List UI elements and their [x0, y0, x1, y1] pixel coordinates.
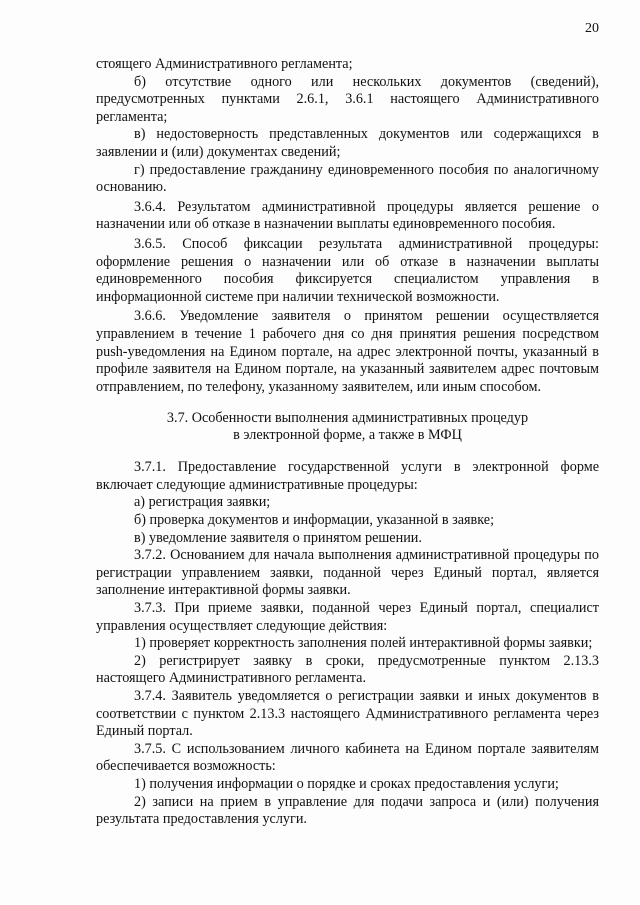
document-body — [96, 56, 599, 829]
paragraph: б) отсутствие одного или нескольких документов (сведений), предусмотренных пунктами 2.6.1, 3.6.1 настоящего Административного регламента; — [96, 73, 599, 125]
list-item: 2) регистрирует заявку в сроки, предусмотренные пунктом 2.13.3 настоящего Административного регламента. — [96, 652, 599, 687]
section-3-6-continuation — [96, 56, 599, 396]
section-heading-line: в электронной форме, а также в МФЦ — [233, 426, 462, 443]
paragraph: стоящего Административного регламента; — [96, 56, 353, 72]
list-item: 1) проверяет корректность заполнения полей интерактивной формы заявки; — [134, 635, 593, 652]
paragraph: в) недостоверность представленных документов или содержащихся в заявлении и (или) документах сведений; — [96, 126, 599, 160]
section-heading-line: 3.7. Особенности выполнения административных процедур — [166, 410, 529, 427]
list-item: 2) записи на прием в управление для подачи запроса и (или) получения результата предоставления услуги. — [96, 793, 599, 828]
list-item: 1) получения информации о порядке и сроках предоставления услуги; — [134, 775, 559, 792]
paragraph: 3.6.4. Результатом административной процедуры является решение о назначении или об отказе в назначении выплаты единовременного пособия. — [96, 198, 599, 233]
paragraph: 3.6.6. Уведомление заявителя о принятом решении осуществляется управлением в течение 1 рабочего дня со дня принятия решения посредством push-уведомления на Едином портале, на адрес электронной почты, указанный в профиле заявителя на Едином портале, на указанный заявителем адрес почтовым отправлением, по телефону, указанному заявителем, или иным способом. — [96, 308, 599, 395]
paragraph: 3.6.5. Способ фиксации результата административной процедуры: оформление решения о назначении или об отказе в назначении выплаты единовременного пособия фиксируется специалистом управления в информационной системе при наличии технической возможности. — [96, 235, 599, 305]
paragraph: 3.7.1. Предоставление государственной услуги в электронной форме включает следующие административные процедуры: — [96, 459, 599, 493]
list-item: б) проверка документов и информации, указанной в заявке; — [134, 512, 495, 529]
list-item: а) регистрация заявки; — [134, 494, 271, 511]
section-heading — [96, 410, 599, 443]
list-item: в) уведомление заявителя о принятом решении. — [134, 529, 422, 546]
page-number: 20 — [585, 21, 599, 36]
paragraph: 3.7.2. Основанием для начала выполнения административной процедуры по регистрации управлением заявки, поданной через Единый портал, является заполнение интерактивной формы заявки. — [96, 547, 599, 599]
paragraph: г) предоставление гражданину единовременного пособия по аналогичному основанию. — [96, 161, 599, 196]
paragraph: 3.7.5. С использованием личного кабинета на Едином портале заявителям обеспечивается возможность: — [96, 740, 599, 775]
section-3-7 — [96, 459, 599, 828]
paragraph: 3.7.3. При приеме заявки, поданной через Единый портал, специалист управления осуществляет следующие действия: — [96, 600, 599, 634]
paragraph: 3.7.4. Заявитель уведомляется о регистрации заявки и иных документов в соответствии с пунктом 2.13.3 настоящего Административного регламента через Единый портал. — [96, 688, 599, 740]
